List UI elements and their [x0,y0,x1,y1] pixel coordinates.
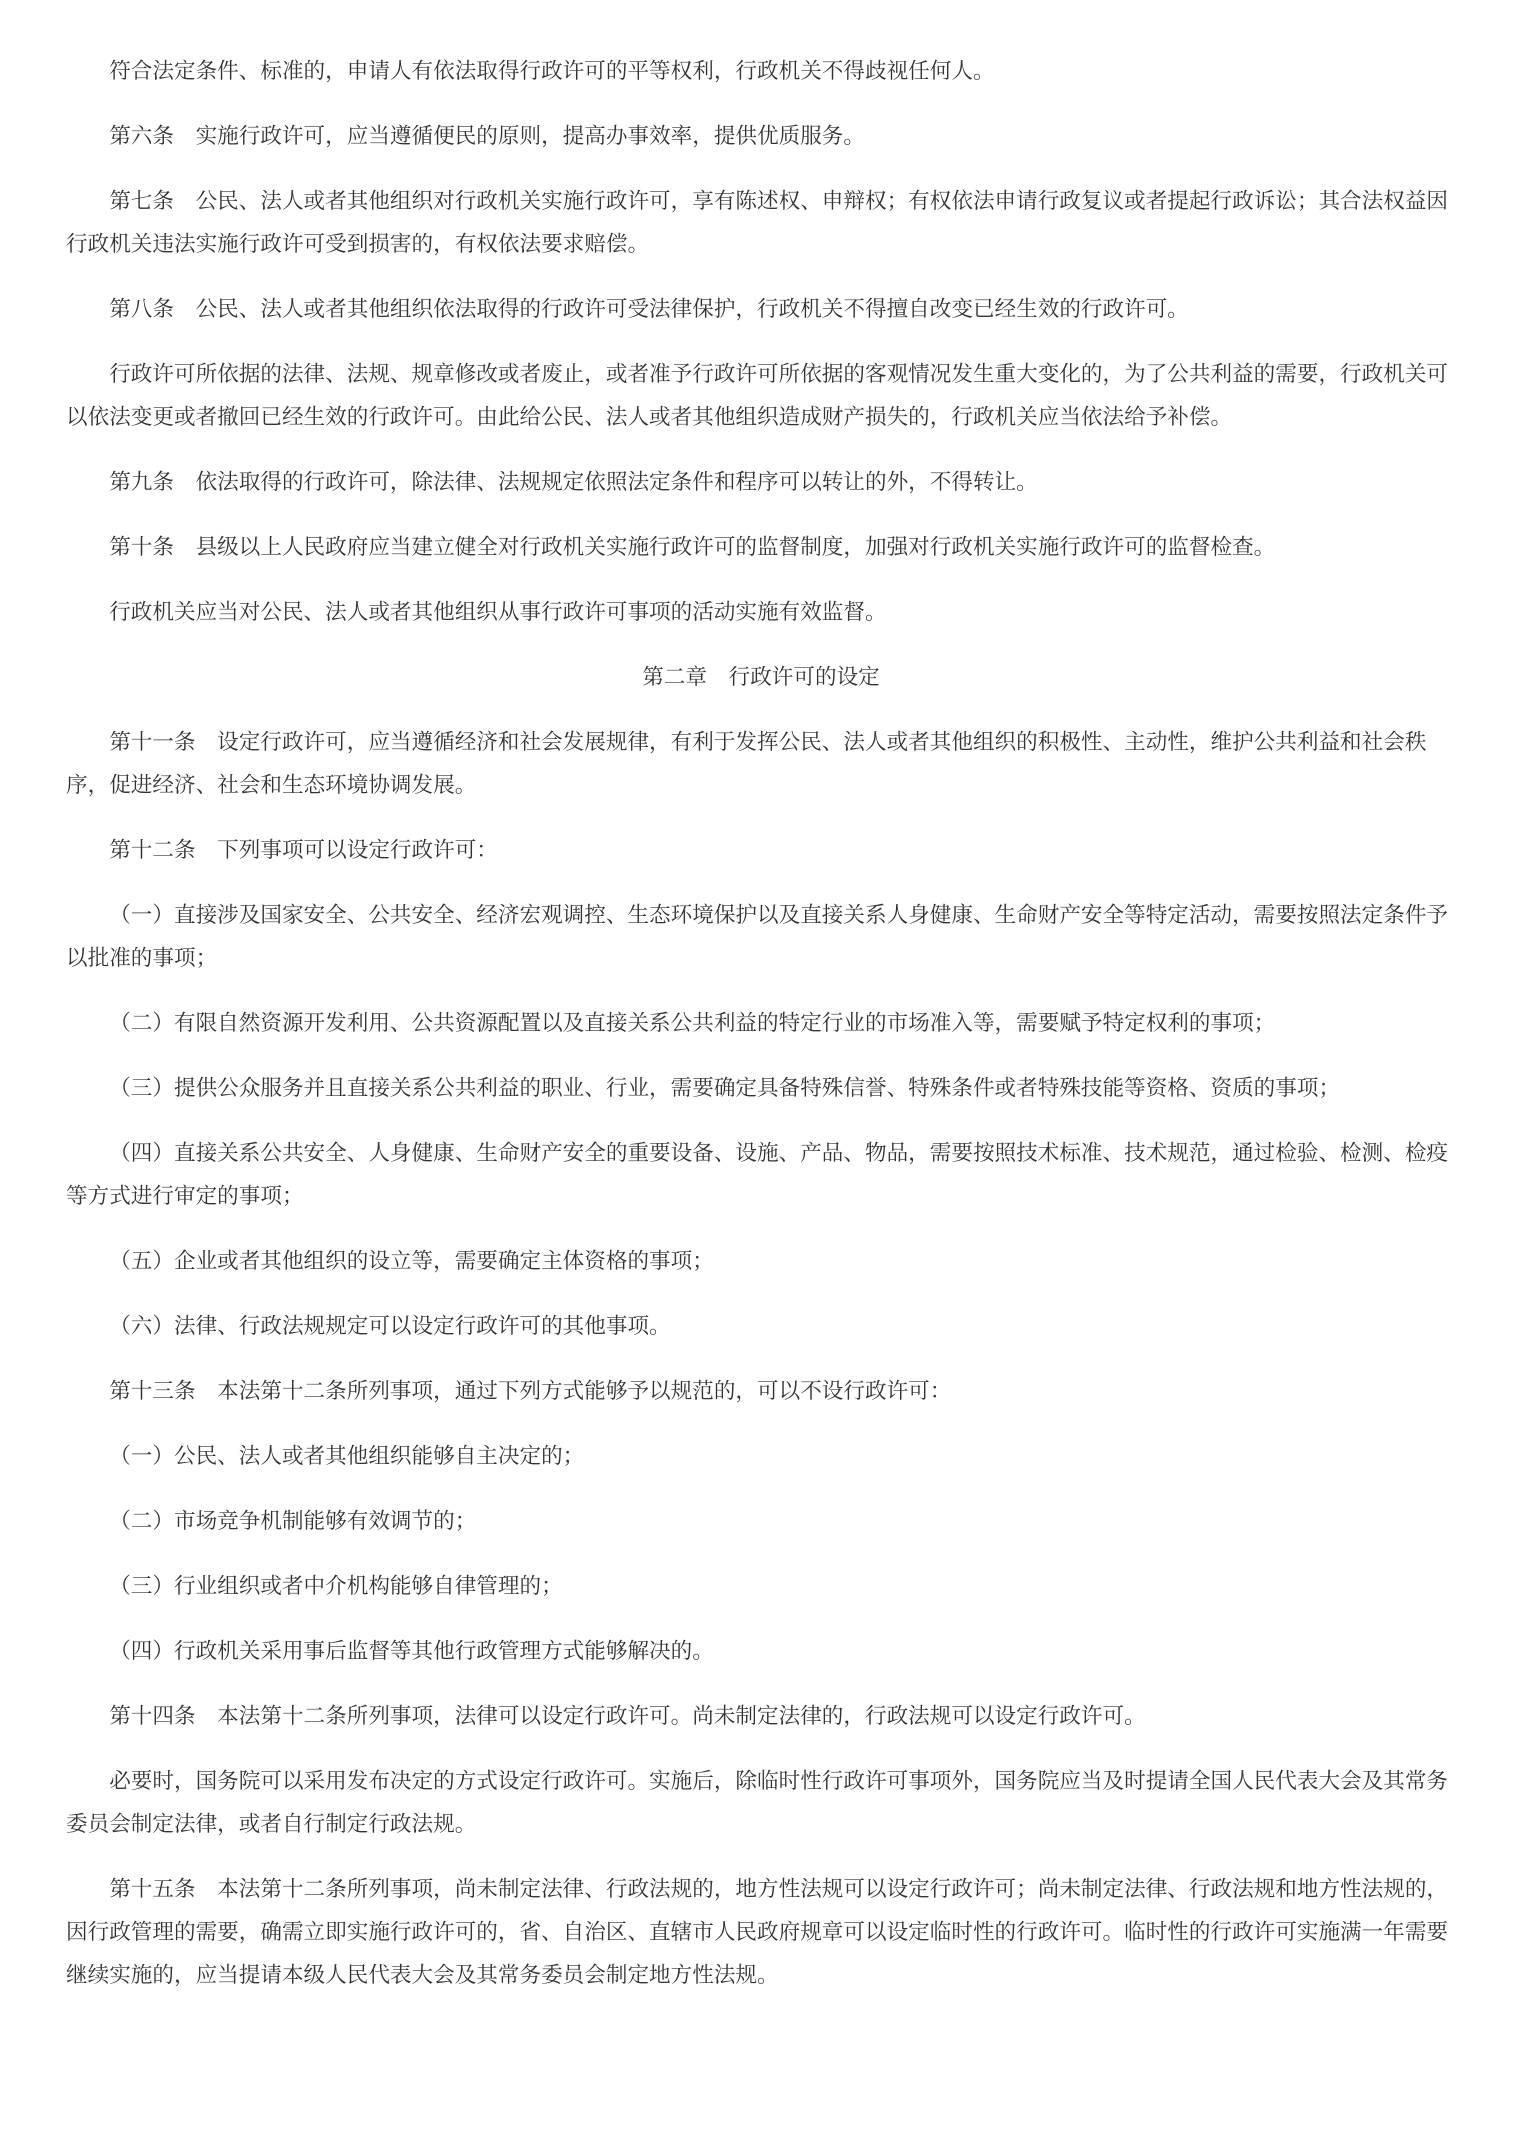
list-item-1: （一）直接涉及国家安全、公共安全、经济宏观调控、生态环境保护以及直接关系人身健康、生命财产安全等特定活动，需要按照法定条件予以批准的事项； [66,903,1449,970]
list-item-2: （二）市场竞争机制能够有效调节的； [109,1509,477,1533]
law-text-body [66,50,1456,1997]
paragraph-article-9: 第九条 依法取得的行政许可，除法律、法规规定依照法定条件和程序可以转让的外，不得转让。 [109,470,1038,494]
list-item-3: （三）行业组织或者中介机构能够自律管理的； [109,1574,563,1598]
paragraph-article-10: 第十条 县级以上人民政府应当建立健全对行政机关实施行政许可的监督制度，加强对行政机关实施行政许可的监督检查。 [109,535,1276,559]
paragraph-article-15: 第十五条 本法第十二条所列事项，尚未制定法律、行政法规的，地方性法规可以设定行政许可；尚未制定法律、行政法规和地方性法规的，因行政管理的需要，确需立即实施行政许可的，省、自治区、直辖市人民政府规章可以设定临时性的行政许可。临时性的行政许可实施满一年需要继续实施的，应当提请本级人民代表大会及其常务委员会制定地方性法规。 [66,1877,1449,1987]
list-item-3: （三）提供公众服务并且直接关系公共利益的职业、行业，需要确定具备特殊信誉、特殊条件或者特殊技能等资格、资质的事项； [109,1076,1341,1100]
list-item-5: （五）企业或者其他组织的设立等，需要确定主体资格的事项； [109,1249,714,1273]
paragraph-article-12: 第十二条 下列事项可以设定行政许可： [109,838,498,862]
paragraph: 必要时，国务院可以采用发布决定的方式设定行政许可。实施后，除临时性行政许可事项外，国务院应当及时提请全国人民代表大会及其常务委员会制定法律，或者自行制定行政法规。 [66,1769,1449,1836]
paragraph-article-11: 第十一条 设定行政许可，应当遵循经济和社会发展规律，有利于发挥公民、法人或者其他组织的积极性、主动性，维护公共利益和社会秩序，促进经济、社会和生态环境协调发展。 [66,730,1427,797]
paragraph: 行政许可所依据的法律、法规、规章修改或者废止，或者准予行政许可所依据的客观情况发生重大变化的，为了公共利益的需要，行政机关可以依法变更或者撤回已经生效的行政许可。由此给公民、法人或者其他组织造成财产损失的，行政机关应当依法给予补偿。 [66,362,1449,429]
paragraph: 符合法定条件、标准的，申请人有依法取得行政许可的平等权利，行政机关不得歧视任何人。 [109,59,995,83]
list-item-2: （二）有限自然资源开发利用、公共资源配置以及直接关系公共利益的特定行业的市场准入等，需要赋予特定权利的事项； [109,1011,1276,1035]
paragraph-article-7: 第七条 公民、法人或者其他组织对行政机关实施行政许可，享有陈述权、申辩权；有权依法申请行政复议或者提起行政诉讼；其合法权益因行政机关违法实施行政许可受到损害的，有权依法要求赔偿。 [66,189,1449,256]
list-item-1: （一）公民、法人或者其他组织能够自主决定的； [109,1444,585,1468]
list-item-4: （四）直接关系公共安全、人身健康、生命财产安全的重要设备、设施、产品、物品，需要按照技术标准、技术规范，通过检验、检测、检疫等方式进行审定的事项； [66,1141,1449,1208]
paragraph-article-6: 第六条 实施行政许可，应当遵循便民的原则，提高办事效率，提供优质服务。 [109,124,865,148]
chapter-heading: 第二章 行政许可的设定 [642,665,880,689]
paragraph-article-13: 第十三条 本法第十二条所列事项，通过下列方式能够予以规范的，可以不设行政许可： [109,1379,952,1403]
paragraph-article-14: 第十四条 本法第十二条所列事项，法律可以设定行政许可。尚未制定法律的，行政法规可以设定行政许可。 [109,1704,1146,1728]
paragraph: 行政机关应当对公民、法人或者其他组织从事行政许可事项的活动实施有效监督。 [109,600,887,624]
list-item-4: （四）行政机关采用事后监督等其他行政管理方式能够解决的。 [109,1639,714,1663]
paragraph-article-8: 第八条 公民、法人或者其他组织依法取得的行政许可受法律保护，行政机关不得擅自改变已经生效的行政许可。 [109,297,1189,321]
list-item-6: （六）法律、行政法规规定可以设定行政许可的其他事项。 [109,1314,671,1338]
